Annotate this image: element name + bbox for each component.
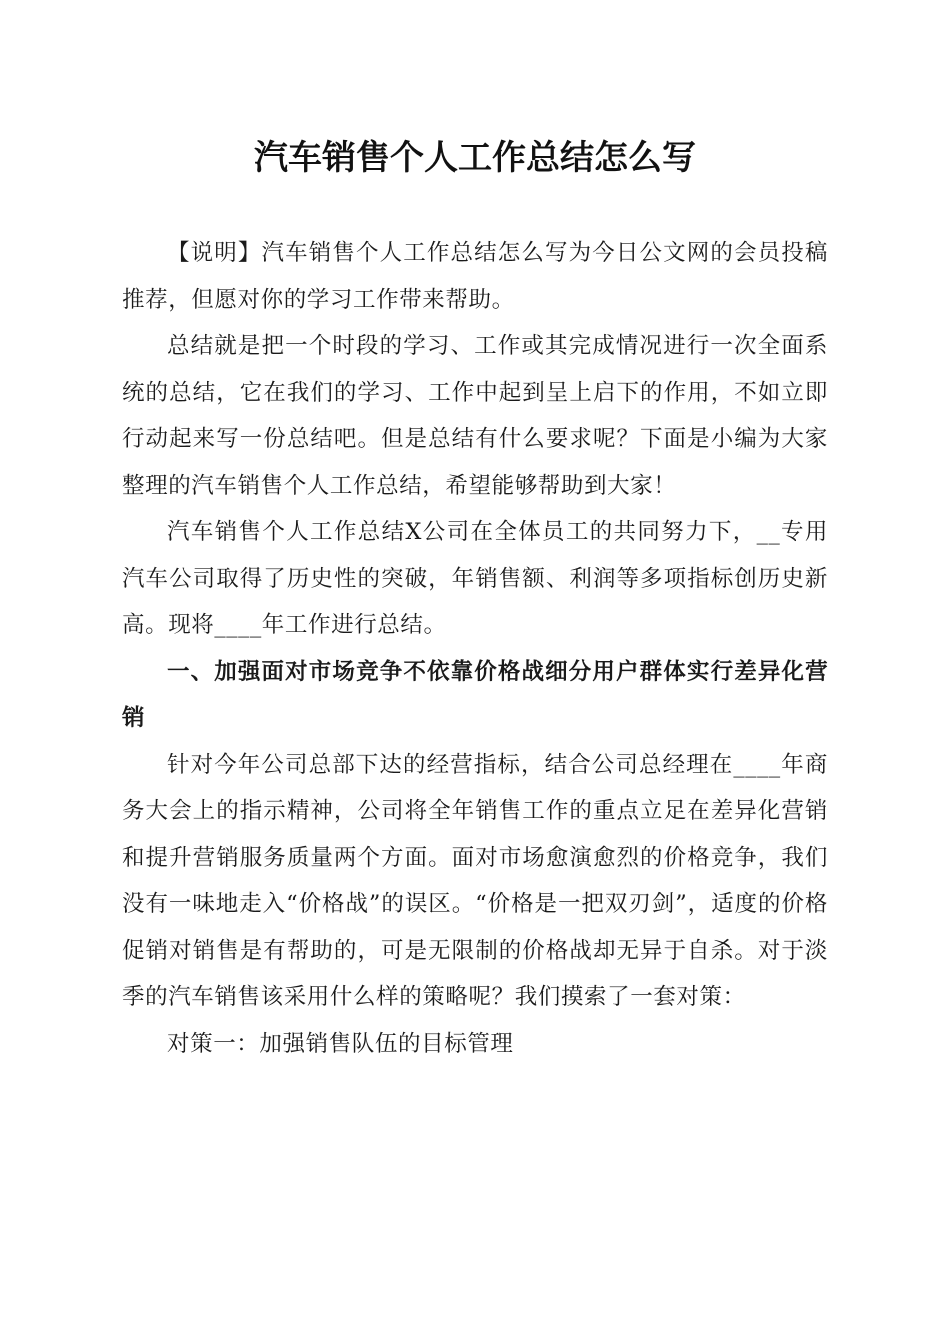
document-title: 汽车销售个人工作总结怎么写 bbox=[254, 138, 696, 178]
company-overview-paragraph: 汽车销售个人工作总结X公司在全体员工的共同努力下，__专用汽车公司取得了历史性的突破，年销售额、利润等多项指标创历史新高。现将____年工作进行总结。 bbox=[122, 519, 828, 638]
summary-purpose-paragraph: 总结就是把一个时段的学习、工作或其完成情况进行一次全面系统的总结，它在我们的学习、工作中起到呈上启下的作用，不如立即行动起来写一份总结吧。但是总结有什么要求呢？下面是小编为大家整理的汽车销售个人工作总结，希望能够帮助到大家！ bbox=[122, 333, 828, 499]
strategy-paragraph: 针对今年公司总部下达的经营指标，结合公司总经理在____年商务大会上的指示精神，公司将全年销售工作的重点立足在差异化营销和提升营销服务质量两个方面。面对市场愈演愈烈的价格竞争，我们没有一味地走入“价格战”的误区。“价格是一把双刃剑”，适度的价格促销对销售是有帮助的，可是无限制的价格战却无异于自杀。对于淡季的汽车销售该采用什么样的策略呢？我们摸索了一套对策： bbox=[122, 751, 828, 1010]
section-heading-1: 一、加强面对市场竞争不依靠价格战细分用户群体实行差异化营销 bbox=[122, 658, 828, 731]
intro-note-paragraph: 【说明】汽车销售个人工作总结怎么写为今日公文网的会员投稿推荐，但愿对你的学习工作带来帮助。 bbox=[122, 240, 828, 313]
document-body bbox=[122, 230, 828, 1067]
strategy-item-1: 对策一：加强销售队伍的目标管理 bbox=[167, 1030, 514, 1057]
